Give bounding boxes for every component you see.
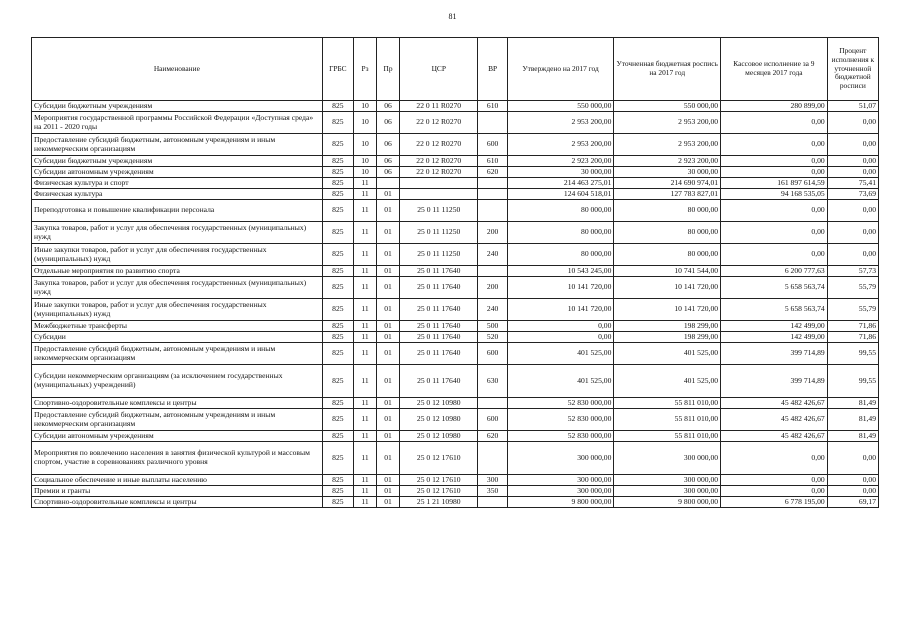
row-csr: 25 0 11 11250 [400, 222, 478, 244]
row-cash: 0,00 [721, 475, 828, 486]
row-approved: 80 000,00 [507, 244, 614, 266]
row-vr: 630 [478, 365, 507, 398]
row-vr: 620 [478, 167, 507, 178]
row-rz: 11 [354, 222, 377, 244]
row-cash: 0,00 [721, 167, 828, 178]
table-row [32, 189, 879, 200]
table-row [32, 134, 879, 156]
row-csr: 25 0 12 10980 [400, 431, 478, 442]
row-name: Субсидии автономным учреждениям [32, 167, 323, 178]
row-approved: 300 000,00 [507, 475, 614, 486]
row-percent: 0,00 [827, 486, 878, 497]
row-vr: 610 [478, 156, 507, 167]
row-rz: 11 [354, 332, 377, 343]
row-percent: 71,86 [827, 332, 878, 343]
row-cash: 0,00 [721, 156, 828, 167]
row-grbs: 825 [322, 497, 353, 508]
row-approved: 2 923 200,00 [507, 156, 614, 167]
row-cash: 0,00 [721, 442, 828, 475]
row-name: Отдельные мероприятия по развитию спорта [32, 266, 323, 277]
row-name: Переподготовка и повышение квалификации персонала [32, 200, 323, 222]
row-vr: 600 [478, 343, 507, 365]
row-percent: 0,00 [827, 222, 878, 244]
row-refined: 80 000,00 [614, 200, 721, 222]
row-rz: 10 [354, 167, 377, 178]
row-rz: 11 [354, 266, 377, 277]
row-pr: 01 [377, 497, 400, 508]
row-percent: 55,79 [827, 299, 878, 321]
header-approved: Утверждено на 2017 год [507, 38, 614, 101]
header-pr: Пр [377, 38, 400, 101]
header-grbs: ГРБС [322, 38, 353, 101]
row-refined: 401 525,00 [614, 343, 721, 365]
row-name: Субсидии бюджетным учреждениям [32, 156, 323, 167]
row-name: Премии и гранты [32, 486, 323, 497]
table-row [32, 442, 879, 475]
row-grbs: 825 [322, 442, 353, 475]
row-pr [377, 178, 400, 189]
row-percent: 81,49 [827, 431, 878, 442]
header-percent: Процент исполнения к уточненной бюджетной росписи [827, 38, 878, 101]
row-grbs: 825 [322, 266, 353, 277]
row-cash: 94 168 535,05 [721, 189, 828, 200]
row-percent: 0,00 [827, 156, 878, 167]
row-cash: 6 778 195,00 [721, 497, 828, 508]
row-csr: 25 0 11 17640 [400, 365, 478, 398]
row-rz: 11 [354, 442, 377, 475]
row-name: Субсидии [32, 332, 323, 343]
row-pr: 01 [377, 299, 400, 321]
row-percent: 0,00 [827, 134, 878, 156]
row-vr [478, 497, 507, 508]
row-approved: 80 000,00 [507, 222, 614, 244]
row-vr: 240 [478, 299, 507, 321]
row-name: Социальное обеспечение и иные выплаты населению [32, 475, 323, 486]
row-pr: 01 [377, 486, 400, 497]
row-cash: 45 482 426,67 [721, 398, 828, 409]
row-refined: 30 000,00 [614, 167, 721, 178]
row-pr: 01 [377, 365, 400, 398]
row-vr: 520 [478, 332, 507, 343]
table-row [32, 365, 879, 398]
row-rz: 10 [354, 112, 377, 134]
row-grbs: 825 [322, 486, 353, 497]
row-vr: 610 [478, 101, 507, 112]
row-grbs: 825 [322, 222, 353, 244]
row-percent: 69,17 [827, 497, 878, 508]
row-grbs: 825 [322, 178, 353, 189]
row-vr [478, 112, 507, 134]
row-vr: 350 [478, 486, 507, 497]
row-refined: 300 000,00 [614, 442, 721, 475]
row-approved: 300 000,00 [507, 486, 614, 497]
row-percent: 81,49 [827, 398, 878, 409]
row-vr: 500 [478, 321, 507, 332]
row-rz: 10 [354, 134, 377, 156]
row-approved: 9 800 000,00 [507, 497, 614, 508]
table-row [32, 321, 879, 332]
row-refined: 10 141 720,00 [614, 277, 721, 299]
row-rz: 11 [354, 321, 377, 332]
row-vr: 600 [478, 409, 507, 431]
row-name: Субсидии некоммерческим организациям (за исключением государственных (муниципальных) учреждений) [32, 365, 323, 398]
row-cash: 142 499,00 [721, 332, 828, 343]
row-cash: 161 897 614,59 [721, 178, 828, 189]
table-row [32, 343, 879, 365]
row-approved: 401 525,00 [507, 343, 614, 365]
table-row [32, 222, 879, 244]
row-grbs: 825 [322, 365, 353, 398]
row-pr: 06 [377, 156, 400, 167]
row-vr [478, 398, 507, 409]
row-pr: 01 [377, 266, 400, 277]
row-name: Иные закупки товаров, работ и услуг для обеспечения государственных (муниципальных) нужд [32, 299, 323, 321]
row-approved: 401 525,00 [507, 365, 614, 398]
row-pr: 01 [377, 222, 400, 244]
row-percent: 81,49 [827, 409, 878, 431]
row-grbs: 825 [322, 189, 353, 200]
row-vr [478, 442, 507, 475]
row-csr: 25 0 11 11250 [400, 200, 478, 222]
row-grbs: 825 [322, 112, 353, 134]
row-percent: 55,79 [827, 277, 878, 299]
row-pr: 06 [377, 167, 400, 178]
row-cash: 0,00 [721, 200, 828, 222]
row-csr [400, 189, 478, 200]
row-csr: 25 0 11 17640 [400, 332, 478, 343]
row-rz: 11 [354, 244, 377, 266]
row-cash: 142 499,00 [721, 321, 828, 332]
row-csr: 25 0 12 17610 [400, 475, 478, 486]
row-cash: 0,00 [721, 222, 828, 244]
row-grbs: 825 [322, 343, 353, 365]
row-approved: 550 000,00 [507, 101, 614, 112]
row-pr: 01 [377, 442, 400, 475]
row-name: Мероприятия государственной программы Российской Федерации «Доступная среда» на 2011 - 2020 годы [32, 112, 323, 134]
row-percent: 0,00 [827, 442, 878, 475]
row-vr: 200 [478, 277, 507, 299]
row-grbs: 825 [322, 167, 353, 178]
table-row [32, 409, 879, 431]
row-rz: 11 [354, 277, 377, 299]
row-cash: 45 482 426,67 [721, 431, 828, 442]
row-refined: 55 811 010,00 [614, 431, 721, 442]
row-refined: 2 953 200,00 [614, 112, 721, 134]
row-rz: 11 [354, 497, 377, 508]
row-cash: 399 714,89 [721, 365, 828, 398]
row-refined: 55 811 010,00 [614, 398, 721, 409]
row-percent: 0,00 [827, 475, 878, 486]
table-row [32, 332, 879, 343]
row-csr: 25 0 11 17640 [400, 299, 478, 321]
row-percent: 0,00 [827, 112, 878, 134]
row-percent: 75,41 [827, 178, 878, 189]
header-rz: Рз [354, 38, 377, 101]
row-csr: 22 0 12 R0270 [400, 112, 478, 134]
row-csr: 22 0 12 R0270 [400, 134, 478, 156]
table-row [32, 101, 879, 112]
table-row [32, 167, 879, 178]
row-approved: 0,00 [507, 321, 614, 332]
row-refined: 10 141 720,00 [614, 299, 721, 321]
row-rz: 11 [354, 486, 377, 497]
row-approved: 52 830 000,00 [507, 398, 614, 409]
row-csr: 25 0 12 17610 [400, 442, 478, 475]
row-name: Субсидии автономным учреждениям [32, 431, 323, 442]
row-percent: 99,55 [827, 343, 878, 365]
row-cash: 45 482 426,67 [721, 409, 828, 431]
row-name: Закупка товаров, работ и услуг для обеспечения государственных (муниципальных) нужд [32, 277, 323, 299]
budget-table [31, 37, 879, 508]
row-pr: 06 [377, 112, 400, 134]
row-vr [478, 266, 507, 277]
row-approved: 214 463 275,01 [507, 178, 614, 189]
row-grbs: 825 [322, 134, 353, 156]
row-csr: 25 0 12 10980 [400, 409, 478, 431]
row-refined: 9 800 000,00 [614, 497, 721, 508]
row-csr: 25 0 11 17640 [400, 277, 478, 299]
row-grbs: 825 [322, 244, 353, 266]
row-pr: 01 [377, 431, 400, 442]
row-refined: 198 299,00 [614, 321, 721, 332]
row-percent: 0,00 [827, 167, 878, 178]
row-name: Мероприятия по вовлечению населения в занятия физической культурой и массовым спортом, участие в соревнованиях различного уровня [32, 442, 323, 475]
row-refined: 127 783 827,01 [614, 189, 721, 200]
row-refined: 300 000,00 [614, 475, 721, 486]
row-approved: 80 000,00 [507, 200, 614, 222]
row-pr: 01 [377, 475, 400, 486]
row-pr: 01 [377, 189, 400, 200]
header-name: Наименование [32, 38, 323, 101]
row-csr: 25 1 21 10980 [400, 497, 478, 508]
row-vr: 620 [478, 431, 507, 442]
row-cash: 0,00 [721, 486, 828, 497]
row-vr: 600 [478, 134, 507, 156]
row-approved: 30 000,00 [507, 167, 614, 178]
row-pr: 06 [377, 134, 400, 156]
row-percent: 51,07 [827, 101, 878, 112]
row-grbs: 825 [322, 101, 353, 112]
row-pr: 01 [377, 200, 400, 222]
row-grbs: 825 [322, 332, 353, 343]
row-rz: 11 [354, 398, 377, 409]
row-rz: 11 [354, 200, 377, 222]
row-refined: 80 000,00 [614, 244, 721, 266]
row-pr: 01 [377, 277, 400, 299]
header-vr: ВР [478, 38, 507, 101]
row-refined: 550 000,00 [614, 101, 721, 112]
row-rz: 11 [354, 299, 377, 321]
row-refined: 2 953 200,00 [614, 134, 721, 156]
row-name: Спортивно-оздоровительные комплексы и центры [32, 398, 323, 409]
row-approved: 0,00 [507, 332, 614, 343]
header-csr: ЦСР [400, 38, 478, 101]
row-name: Физическая культура [32, 189, 323, 200]
row-csr: 25 0 11 17640 [400, 266, 478, 277]
row-refined: 214 690 974,01 [614, 178, 721, 189]
row-rz: 10 [354, 156, 377, 167]
table-row [32, 156, 879, 167]
header-refined: Уточненная бюджетная роспись на 2017 год [614, 38, 721, 101]
row-cash: 5 658 563,74 [721, 277, 828, 299]
row-vr: 300 [478, 475, 507, 486]
row-grbs: 825 [322, 409, 353, 431]
row-percent: 71,86 [827, 321, 878, 332]
row-csr: 25 0 11 17640 [400, 321, 478, 332]
row-csr: 22 0 12 R0270 [400, 167, 478, 178]
row-csr: 25 0 11 17640 [400, 343, 478, 365]
row-grbs: 825 [322, 398, 353, 409]
row-name: Спортивно-оздоровительные комплексы и центры [32, 497, 323, 508]
row-approved: 2 953 200,00 [507, 112, 614, 134]
table-row [32, 431, 879, 442]
row-name: Предоставление субсидий бюджетным, автономным учреждениям и иным некоммерческим организациям [32, 343, 323, 365]
row-rz: 11 [354, 178, 377, 189]
row-approved: 52 830 000,00 [507, 409, 614, 431]
table-row [32, 398, 879, 409]
row-vr: 200 [478, 222, 507, 244]
row-name: Предоставление субсидий бюджетным, автономным учреждениям и иным некоммерческим организациям [32, 409, 323, 431]
row-vr [478, 189, 507, 200]
row-refined: 300 000,00 [614, 486, 721, 497]
row-csr [400, 178, 478, 189]
row-rz: 10 [354, 101, 377, 112]
row-grbs: 825 [322, 156, 353, 167]
row-pr: 01 [377, 343, 400, 365]
row-name: Межбюджетные трансферты [32, 321, 323, 332]
row-approved: 10 141 720,00 [507, 299, 614, 321]
row-rz: 11 [354, 409, 377, 431]
row-percent: 73,69 [827, 189, 878, 200]
row-cash: 6 200 777,63 [721, 266, 828, 277]
table-row [32, 266, 879, 277]
row-refined: 198 299,00 [614, 332, 721, 343]
row-cash: 0,00 [721, 244, 828, 266]
row-csr: 22 0 11 R0270 [400, 101, 478, 112]
row-cash: 0,00 [721, 112, 828, 134]
row-refined: 2 923 200,00 [614, 156, 721, 167]
row-approved: 52 830 000,00 [507, 431, 614, 442]
row-grbs: 825 [322, 277, 353, 299]
table-row [32, 244, 879, 266]
row-refined: 401 525,00 [614, 365, 721, 398]
row-grbs: 825 [322, 200, 353, 222]
row-approved: 2 953 200,00 [507, 134, 614, 156]
row-pr: 01 [377, 321, 400, 332]
table-row [32, 178, 879, 189]
row-rz: 11 [354, 189, 377, 200]
row-csr: 25 0 11 11250 [400, 244, 478, 266]
row-rz: 11 [354, 343, 377, 365]
row-approved: 300 000,00 [507, 442, 614, 475]
table-row [32, 475, 879, 486]
header-row [32, 38, 879, 101]
row-rz: 11 [354, 365, 377, 398]
row-csr: 25 0 12 17610 [400, 486, 478, 497]
row-refined: 55 811 010,00 [614, 409, 721, 431]
row-percent: 57,73 [827, 266, 878, 277]
row-refined: 10 741 544,00 [614, 266, 721, 277]
page-number: 81 [448, 12, 457, 21]
row-vr [478, 200, 507, 222]
table-row [32, 299, 879, 321]
row-approved: 10 543 245,00 [507, 266, 614, 277]
row-name: Физическая культура и спорт [32, 178, 323, 189]
table-row [32, 200, 879, 222]
row-pr: 01 [377, 244, 400, 266]
row-grbs: 825 [322, 431, 353, 442]
row-grbs: 825 [322, 299, 353, 321]
row-pr: 01 [377, 332, 400, 343]
row-percent: 99,55 [827, 365, 878, 398]
row-cash: 5 658 563,74 [721, 299, 828, 321]
table-row [32, 486, 879, 497]
row-grbs: 825 [322, 475, 353, 486]
row-cash: 0,00 [721, 134, 828, 156]
row-pr: 01 [377, 409, 400, 431]
header-cash: Кассовое исполнение за 9 месяцев 2017 года [721, 38, 828, 101]
row-vr: 240 [478, 244, 507, 266]
row-grbs: 825 [322, 321, 353, 332]
table-row [32, 277, 879, 299]
row-name: Закупка товаров, работ и услуг для обеспечения государственных (муниципальных) нужд [32, 222, 323, 244]
row-approved: 124 604 518,01 [507, 189, 614, 200]
row-cash: 280 899,00 [721, 101, 828, 112]
row-approved: 10 141 720,00 [507, 277, 614, 299]
row-csr: 25 0 12 10980 [400, 398, 478, 409]
row-vr [478, 178, 507, 189]
table-row [32, 497, 879, 508]
row-name: Предоставление субсидий бюджетным, автономным учреждениям и иным некоммерческим организациям [32, 134, 323, 156]
row-rz: 11 [354, 475, 377, 486]
row-csr: 22 0 12 R0270 [400, 156, 478, 167]
row-name: Субсидии бюджетным учреждениям [32, 101, 323, 112]
row-pr: 06 [377, 101, 400, 112]
row-cash: 399 714,89 [721, 343, 828, 365]
row-percent: 0,00 [827, 244, 878, 266]
row-pr: 01 [377, 398, 400, 409]
row-rz: 11 [354, 431, 377, 442]
row-name: Иные закупки товаров, работ и услуг для обеспечения государственных (муниципальных) нужд [32, 244, 323, 266]
row-refined: 80 000,00 [614, 222, 721, 244]
row-percent: 0,00 [827, 200, 878, 222]
table-row [32, 112, 879, 134]
